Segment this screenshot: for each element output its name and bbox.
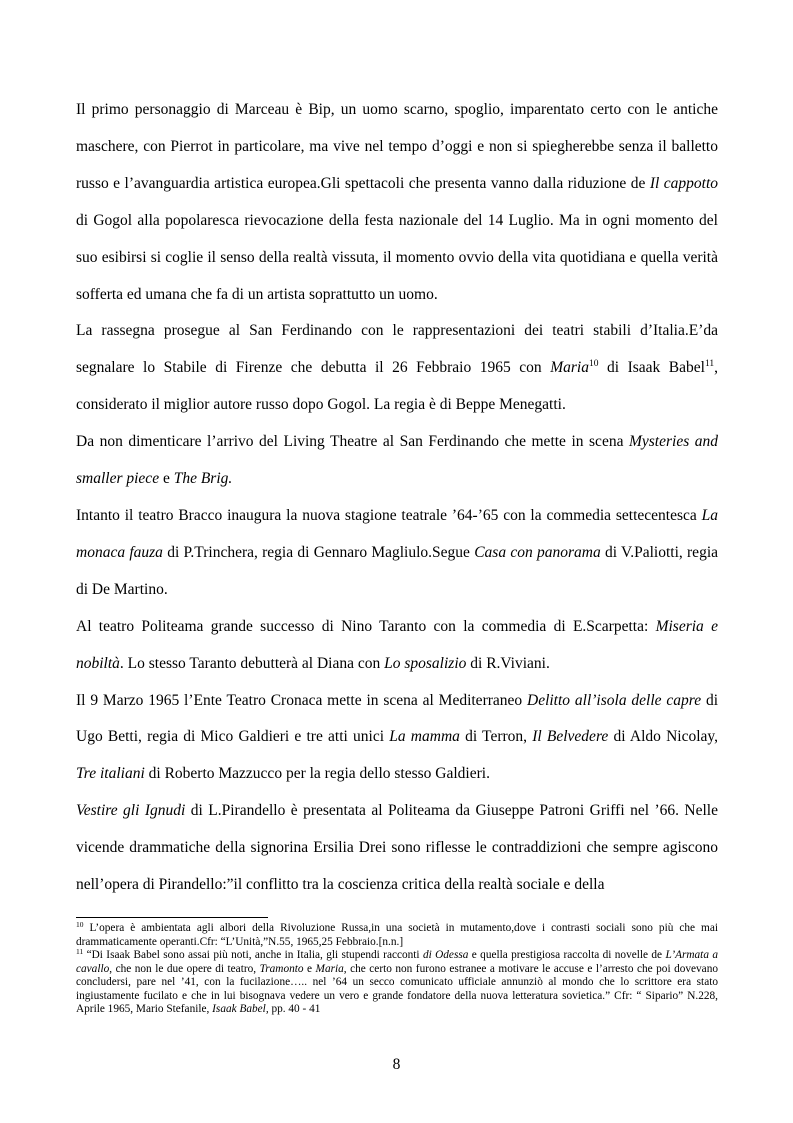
italic-title: Vestire gli Ignudi: [76, 802, 186, 820]
paragraph: [76, 609, 718, 683]
text-segment: Al teatro Politeama grande successo di Nino Taranto con la commedia di E.Scarpetta:: [76, 617, 656, 635]
footnote-number: 10: [76, 920, 84, 929]
text-segment: di P.Trinchera, regia di Gennaro Magliulo.Segue: [162, 543, 475, 561]
text-segment: e: [303, 962, 316, 975]
text-segment: “Di Isaak Babel sono assai più noti, anche in Italia, gli stupendi racconti: [83, 949, 423, 961]
paragraph: [76, 793, 718, 904]
text-segment: , considerato il miglior autore russo dopo Gogol. La regia è di Beppe Menegatti.: [76, 359, 718, 414]
text-segment: di Isaak Babel: [598, 359, 705, 377]
paragraph: [76, 683, 718, 794]
text-segment: di L.Pirandello è presentata al Politeama da Giuseppe Patroni Griffi nel ’66. Nelle vicende drammatiche della signorina Ersilia Drei sono riflesse le contraddizioni che sempre agiscono nell’opera di Pirandello:”il conflitto tra la coscienza critica della realtà sociale e della: [76, 802, 718, 894]
text-segment: . Lo stesso Taranto debutterà al Diana con: [119, 654, 385, 672]
italic-title: Tramonto: [259, 962, 304, 975]
italic-title: Mysteries and smaller piece: [76, 433, 718, 488]
text-segment: pp. 40 - 41: [268, 1003, 321, 1015]
italic-title: Il Belvedere: [532, 728, 609, 746]
footnote: [76, 949, 718, 1017]
text-segment: di Aldo Nicolay,: [608, 728, 719, 746]
text-segment: L’opera è ambientata agli albori della Rivoluzione Russa,in una società in mutamento,dove i contrasti sociali sono più che mai drammaticamente operanti.Cfr: “L’Unità,”N.55, 1965,25 Febbraio.[n.n.]: [76, 922, 718, 948]
text-segment: Da non dimenticare l’arrivo del Living Theatre al San Ferdinando che mette in scena: [76, 433, 629, 451]
italic-title: Lo sposalizio: [384, 654, 467, 672]
italic-title: Tre italiani: [76, 765, 145, 783]
text-segment: e quella prestigiosa raccolta di novelle de: [468, 949, 666, 961]
text-segment: Il primo personaggio di Marceau è Bip, un uomo scarno, spoglio, imparentato certo con le antiche maschere, con Pierrot in particolare, ma vive nel tempo d’oggi e non si spiegherebbe senza il balletto russo e l’avanguardia artistica europea.Gli spettacoli che presenta vanno dalla riduzione de: [76, 101, 718, 192]
italic-title: The Brig.: [173, 470, 233, 488]
text-segment: , che non le due opere di teatro,: [109, 962, 260, 975]
text-segment: Intanto il teatro Bracco inaugura la nuova stagione teatrale ’64-’65 con la commedia settecentesca: [76, 506, 702, 524]
italic-title: di Odessa: [422, 949, 469, 961]
text-segment: di Gogol alla popolaresca rievocazione della festa nazionale del 14 Luglio. Ma in ogni momento del suo esibirsi si coglie il senso della realtà vissuta, il momento ovvio della vita quotidiana e quella verità sofferta ed umana che fa di un artista soprattutto un uomo.: [76, 211, 718, 303]
text-segment: Il 9 Marzo 1965 l’Ente Teatro Cronaca mette in scena al Mediterraneo: [76, 691, 527, 709]
italic-title: Miseria e nobiltà: [76, 617, 718, 672]
italic-title: Delitto all’isola delle capre: [527, 691, 702, 709]
italic-title: L’Armata a cavallo: [76, 949, 718, 975]
text-segment: di Terron,: [459, 728, 533, 746]
text-segment: di Ugo Betti, regia di Mico Galdieri e tre atti unici: [76, 691, 718, 746]
italic-title: La mamma: [389, 728, 460, 746]
italic-title: Maria: [315, 962, 344, 975]
italic-title: Isaak Babel,: [212, 1003, 269, 1015]
page-number: 8: [392, 1056, 401, 1073]
paragraph: [76, 313, 718, 424]
footnote-reference: 11: [704, 359, 715, 370]
text-segment: di V.Paliotti, regia di De Martino.: [76, 543, 719, 598]
text-segment: di R.Viviani.: [466, 654, 550, 672]
text-segment: di Roberto Mazzucco per la regia dello stesso Galdieri.: [144, 765, 490, 783]
text-segment: , che certo non furono estranee a motivare le accuse e l’arresto che poi dovevano concludersi, pare nel ’41, con la fucilazione….. nel ’64 un secco comunicato ufficiale annunziò al mondo che lo scrittore era stato ingiustamente fucilato e che in lui bisognava vedere un vero e grande fondatore della nuova letteratura sovietica.” Cfr: “ Sipario” N.228, Aprile 1965, Mario Stefanile,: [76, 962, 718, 1015]
italic-title: Maria: [550, 359, 589, 377]
body-text: [76, 92, 718, 904]
text-segment: La rassegna prosegue al San Ferdinando con le rappresentazioni dei teatri stabili d’Italia.E’da segnalare lo Stabile di Firenze che debutta il 26 Febbraio 1965 con: [76, 322, 718, 377]
footnote-separator: [76, 917, 268, 918]
footnote: [76, 922, 718, 949]
paragraph: [76, 498, 718, 609]
footnotes: [76, 922, 718, 1017]
paragraph: [76, 92, 718, 313]
text-segment: e: [159, 470, 174, 488]
footnote-number: 11: [76, 947, 84, 956]
italic-title: La monaca fauza: [76, 506, 718, 561]
paragraph: [76, 424, 718, 498]
italic-title: Casa con panorama: [474, 543, 601, 561]
footnote-reference: 10: [588, 359, 599, 370]
italic-title: Il cappotto: [649, 174, 718, 192]
